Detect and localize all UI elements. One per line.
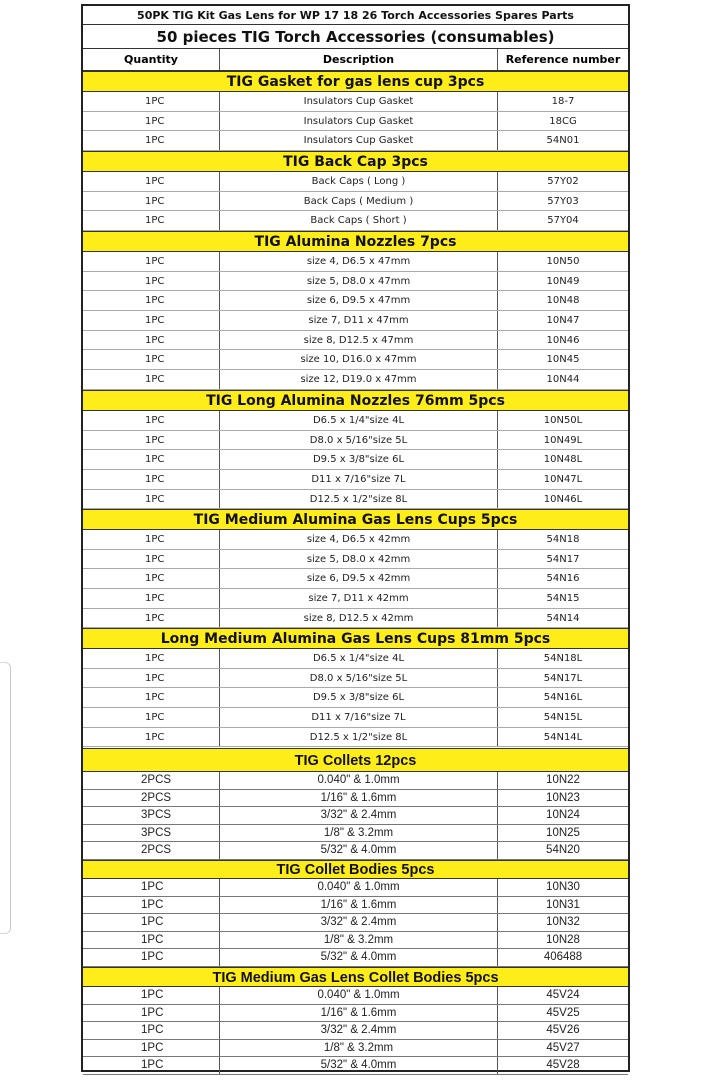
table-title: 50PK TIG Kit Gas Lens for WP 17 18 26 Torch Accessories Spares Parts xyxy=(83,6,628,25)
description-cell: size 4, D6.5 x 42mm xyxy=(219,530,498,549)
description-cell: size 8, D12.5 x 47mm xyxy=(219,331,498,350)
table-row xyxy=(83,470,628,490)
reference-cell: 406488 xyxy=(543,951,583,963)
section-header: TIG Gasket for gas lens cup 3pcs xyxy=(83,71,628,92)
section-rows xyxy=(83,987,628,1075)
reference-cell: 45V26 xyxy=(546,1024,580,1036)
table-row xyxy=(83,1005,628,1023)
quantity-cell: 1PC xyxy=(145,474,165,486)
reference-cell: 18CG xyxy=(549,115,577,127)
description-cell: size 4, D6.5 x 47mm xyxy=(219,252,498,271)
quantity-cell: 1PC xyxy=(145,315,165,327)
quantity-cell: 1PC xyxy=(145,415,165,426)
table-row xyxy=(83,807,628,825)
reference-cell: 54N15L xyxy=(543,712,583,724)
section-header: TIG Medium Gas Lens Collet Bodies 5pcs xyxy=(83,967,628,987)
table-row xyxy=(83,370,628,390)
reference-cell: 54N16L xyxy=(543,692,583,704)
quantity-cell: 1PC xyxy=(141,898,164,911)
section-rows xyxy=(83,252,628,390)
quantity-column-header: Quantity xyxy=(124,53,178,66)
reference-cell: 54N18L xyxy=(543,653,583,664)
description-cell: Back Caps ( Medium ) xyxy=(219,192,498,211)
description-cell: 0.040" & 1.0mm xyxy=(219,879,498,896)
quantity-cell: 1PC xyxy=(145,115,165,127)
quantity-cell: 1PC xyxy=(141,916,164,928)
reference-cell: 10N25 xyxy=(546,826,580,839)
description-cell: size 6, D9.5 x 47mm xyxy=(219,291,498,310)
reference-cell: 10N49L xyxy=(543,434,583,446)
table-row xyxy=(83,688,628,708)
quantity-cell: 1PC xyxy=(145,672,165,684)
reference-cell: 10N31 xyxy=(546,898,580,911)
description-cell: D11 x 7/16"size 7L xyxy=(219,708,498,727)
table-row xyxy=(83,669,628,689)
quantity-cell: 1PC xyxy=(145,593,165,605)
quantity-cell: 1PC xyxy=(145,612,165,624)
left-edge-handle xyxy=(0,662,11,934)
description-cell: size 7, D11 x 42mm xyxy=(219,589,498,608)
description-cell: 1/8" & 3.2mm xyxy=(219,1040,498,1057)
reference-cell: 10N47L xyxy=(543,474,583,486)
description-cell: D6.5 x 1/4"size 4L xyxy=(219,649,498,668)
quantity-cell: 1PC xyxy=(141,951,164,963)
reference-cell: 10N24 xyxy=(546,809,580,821)
quantity-cell: 1PC xyxy=(141,1024,164,1036)
reference-cell: 57Y02 xyxy=(547,176,579,187)
section-rows xyxy=(83,879,628,967)
table-row xyxy=(83,431,628,451)
table-row xyxy=(83,914,628,932)
table-row xyxy=(83,490,628,510)
table-row xyxy=(83,949,628,967)
quantity-cell: 1PC xyxy=(145,553,165,565)
reference-column-header: Reference number xyxy=(505,53,621,66)
reference-cell: 54N18 xyxy=(546,534,580,545)
reference-cell: 54N17L xyxy=(543,672,583,684)
column-header-row xyxy=(83,49,628,71)
reference-cell: 54N16 xyxy=(546,573,580,585)
reference-cell: 54N14 xyxy=(546,612,580,624)
reference-cell: 45V27 xyxy=(546,1041,580,1054)
quantity-cell: 1PC xyxy=(145,275,165,287)
description-cell: Insulators Cup Gasket xyxy=(219,112,498,131)
table-row xyxy=(83,708,628,728)
quantity-cell: 1PC xyxy=(145,534,165,545)
description-cell: D9.5 x 3/8"size 6L xyxy=(219,450,498,469)
description-cell: Insulators Cup Gasket xyxy=(219,131,498,150)
quantity-cell: 2PCS xyxy=(141,791,172,804)
description-cell: size 10, D16.0 x 47mm xyxy=(219,350,498,369)
table-row xyxy=(83,897,628,915)
description-cell: size 8, D12.5 x 42mm xyxy=(219,609,498,628)
table-row xyxy=(83,331,628,351)
table-row xyxy=(83,92,628,112)
table-row xyxy=(83,311,628,331)
table-row xyxy=(83,879,628,897)
quantity-cell: 1PC xyxy=(145,493,165,505)
quantity-cell: 1PC xyxy=(145,653,165,664)
description-cell: D12.5 x 1/2"size 8L xyxy=(219,728,498,747)
table-row xyxy=(83,987,628,1005)
description-cell: 1/8" & 3.2mm xyxy=(219,825,498,842)
description-cell: D8.0 x 5/16"size 5L xyxy=(219,431,498,450)
description-cell: 3/32" & 2.4mm xyxy=(219,807,498,824)
description-cell: 1/16" & 1.6mm xyxy=(219,1005,498,1022)
reference-cell: 10N50L xyxy=(543,415,583,426)
quantity-cell: 1PC xyxy=(141,881,164,893)
description-cell: size 5, D8.0 x 42mm xyxy=(219,550,498,569)
description-cell: size 6, D9.5 x 42mm xyxy=(219,569,498,588)
quantity-cell: 2PCS xyxy=(141,844,172,856)
description-cell: 5/32" & 4.0mm xyxy=(219,842,498,859)
table-row xyxy=(83,1040,628,1058)
quantity-cell: 3PCS xyxy=(141,826,172,839)
quantity-cell: 1PC xyxy=(145,454,165,466)
table-row xyxy=(83,350,628,370)
reference-cell: 10N49 xyxy=(546,275,580,287)
quantity-cell: 1PC xyxy=(145,334,165,346)
quantity-cell: 1PC xyxy=(141,933,164,946)
description-cell: size 12, D19.0 x 47mm xyxy=(219,370,498,389)
quantity-cell: 1PC xyxy=(145,96,165,107)
description-cell: D12.5 x 1/2"size 8L xyxy=(219,490,498,509)
description-cell: 3/32" & 2.4mm xyxy=(219,1022,498,1039)
quantity-cell: 1PC xyxy=(145,176,165,187)
quantity-cell: 1PC xyxy=(145,573,165,585)
section-rows xyxy=(83,92,628,151)
description-cell: 5/32" & 4.0mm xyxy=(219,1057,498,1074)
quantity-cell: 1PC xyxy=(141,1059,164,1071)
table-row xyxy=(83,649,628,669)
table-row xyxy=(83,790,628,808)
description-cell: 1/16" & 1.6mm xyxy=(219,897,498,914)
reference-cell: 54N14L xyxy=(543,731,583,743)
quantity-cell: 1PC xyxy=(145,692,165,704)
quantity-cell: 1PC xyxy=(141,1041,164,1054)
section-rows xyxy=(83,530,628,628)
description-cell: size 7, D11 x 47mm xyxy=(219,311,498,330)
description-column-header: Description xyxy=(219,49,498,70)
table-row xyxy=(83,772,628,790)
reference-cell: 10N28 xyxy=(546,933,580,946)
table-row xyxy=(83,211,628,231)
table-row xyxy=(83,252,628,272)
reference-cell: 10N50 xyxy=(546,256,580,267)
table-row xyxy=(83,131,628,151)
reference-cell: 10N44 xyxy=(546,374,580,386)
reference-cell: 54N20 xyxy=(546,844,580,856)
reference-cell: 45V24 xyxy=(546,989,580,1001)
section-header: TIG Long Alumina Nozzles 76mm 5pcs xyxy=(83,390,628,411)
section-header: TIG Back Cap 3pcs xyxy=(83,151,628,172)
description-cell: Back Caps ( Long ) xyxy=(219,172,498,191)
description-cell: 5/32" & 4.0mm xyxy=(219,949,498,966)
section-header: TIG Alumina Nozzles 7pcs xyxy=(83,231,628,252)
table-row xyxy=(83,609,628,629)
reference-cell: 54N01 xyxy=(546,135,580,147)
table-row xyxy=(83,1057,628,1075)
table-row xyxy=(83,825,628,843)
table-row xyxy=(83,550,628,570)
table-row xyxy=(83,450,628,470)
table-row xyxy=(83,112,628,132)
table-row xyxy=(83,842,628,860)
description-cell: size 5, D8.0 x 47mm xyxy=(219,272,498,291)
reference-cell: 10N48 xyxy=(546,295,580,307)
table-subtitle: 50 pieces TIG Torch Accessories (consumables) xyxy=(83,25,628,49)
quantity-cell: 1PC xyxy=(145,135,165,147)
section-rows xyxy=(83,172,628,231)
quantity-cell: 2PCS xyxy=(141,774,172,786)
description-cell: D8.0 x 5/16"size 5L xyxy=(219,669,498,688)
reference-cell: 45V28 xyxy=(546,1059,580,1071)
description-cell: Back Caps ( Short ) xyxy=(219,211,498,230)
parts-table xyxy=(81,4,630,1072)
reference-cell: 57Y03 xyxy=(547,195,579,207)
description-cell: 0.040" & 1.0mm xyxy=(219,772,498,789)
quantity-cell: 1PC xyxy=(145,712,165,724)
reference-cell: 18-7 xyxy=(551,96,575,107)
reference-cell: 10N47 xyxy=(546,315,580,327)
table-row xyxy=(83,172,628,192)
table-row xyxy=(83,589,628,609)
reference-cell: 45V25 xyxy=(546,1006,580,1019)
description-cell: D11 x 7/16"size 7L xyxy=(219,470,498,489)
description-cell: 1/8" & 3.2mm xyxy=(219,932,498,949)
description-cell: D6.5 x 1/4"size 4L xyxy=(219,411,498,430)
quantity-cell: 1PC xyxy=(145,434,165,446)
table-row xyxy=(83,728,628,748)
quantity-cell: 1PC xyxy=(145,195,165,207)
reference-cell: 10N48L xyxy=(543,454,583,466)
quantity-cell: 1PC xyxy=(145,295,165,307)
reference-cell: 10N30 xyxy=(546,881,580,893)
table-row xyxy=(83,411,628,431)
reference-cell: 54N15 xyxy=(546,593,580,605)
quantity-cell: 1PC xyxy=(145,354,165,366)
description-cell: 3/32" & 2.4mm xyxy=(219,914,498,931)
table-row xyxy=(83,192,628,212)
quantity-cell: 1PC xyxy=(145,731,165,743)
section-header: TIG Collet Bodies 5pcs xyxy=(83,860,628,879)
description-cell: 0.040" & 1.0mm xyxy=(219,987,498,1004)
table-row xyxy=(83,291,628,311)
table-row xyxy=(83,272,628,292)
reference-cell: 57Y04 xyxy=(547,215,579,227)
section-header: TIG Collets 12pcs xyxy=(83,748,628,772)
description-cell: 1/16" & 1.6mm xyxy=(219,790,498,807)
description-cell: Insulators Cup Gasket xyxy=(219,92,498,111)
reference-cell: 10N22 xyxy=(546,774,580,786)
quantity-cell: 1PC xyxy=(141,1006,164,1019)
quantity-cell: 3PCS xyxy=(141,809,172,821)
section-header: Long Medium Alumina Gas Lens Cups 81mm 5pcs xyxy=(83,628,628,649)
section-rows xyxy=(83,772,628,860)
quantity-cell: 1PC xyxy=(145,215,165,227)
reference-cell: 10N32 xyxy=(546,916,580,928)
table-row xyxy=(83,932,628,950)
reference-cell: 10N46L xyxy=(543,493,583,505)
reference-cell: 10N46 xyxy=(546,334,580,346)
table-row xyxy=(83,1022,628,1040)
description-cell: D9.5 x 3/8"size 6L xyxy=(219,688,498,707)
quantity-cell: 1PC xyxy=(145,256,165,267)
table-row xyxy=(83,569,628,589)
quantity-cell: 1PC xyxy=(141,989,164,1001)
reference-cell: 10N45 xyxy=(546,354,580,366)
section-rows xyxy=(83,649,628,747)
reference-cell: 54N17 xyxy=(546,553,580,565)
section-rows xyxy=(83,411,628,509)
table-row xyxy=(83,530,628,550)
quantity-cell: 1PC xyxy=(145,374,165,386)
reference-cell: 10N23 xyxy=(546,791,580,804)
section-header: TIG Medium Alumina Gas Lens Cups 5pcs xyxy=(83,509,628,530)
